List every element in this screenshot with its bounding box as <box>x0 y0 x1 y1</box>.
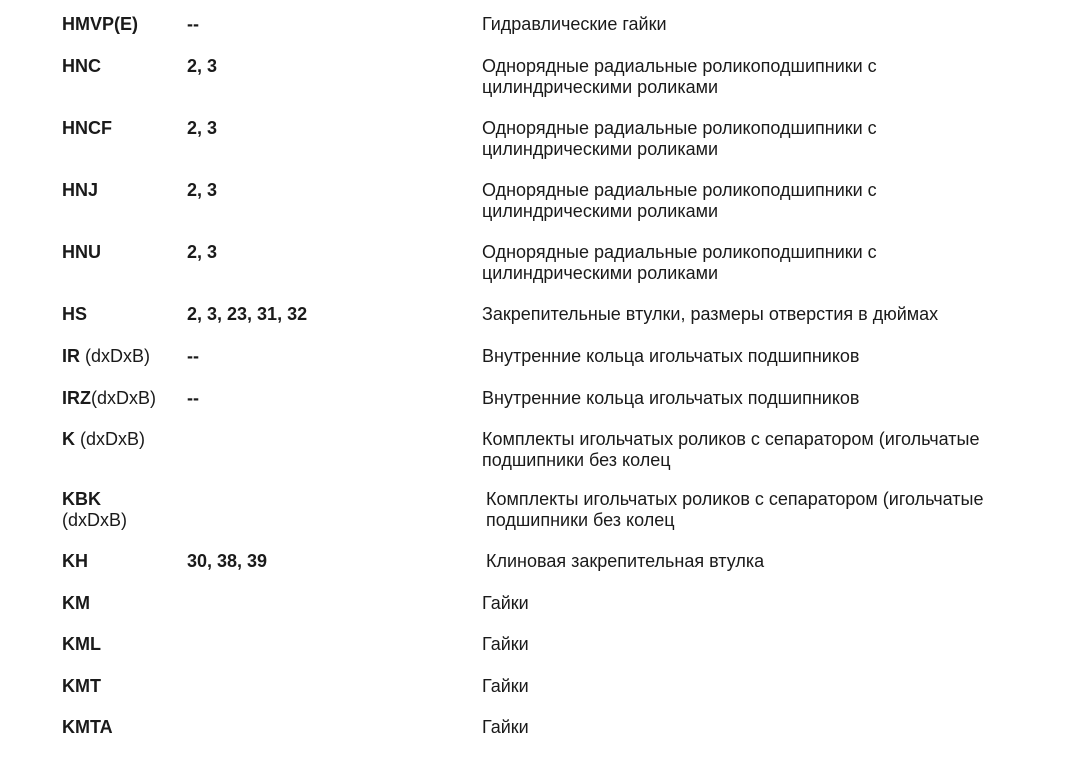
designation-code <box>62 634 101 655</box>
description-text: Комплекты игольчатых роликов с сепаратором (игольчатые подшипники без колец <box>486 489 984 530</box>
series-value: 2, 3 <box>187 118 218 138</box>
code-prefix: HNU <box>62 242 101 262</box>
series-value: 30, 38, 39 <box>187 551 268 571</box>
code-suffix: (dxDxB) <box>91 388 157 408</box>
series-value: 2, 3 <box>187 180 218 200</box>
code-prefix: HS <box>62 304 88 324</box>
designation-code <box>62 676 101 697</box>
designation-code <box>62 388 156 409</box>
code-prefix: K <box>62 429 75 449</box>
description-text: Гайки <box>482 593 529 613</box>
code-prefix: KML <box>62 634 101 654</box>
series-value: -- <box>187 346 199 366</box>
designation-code <box>62 118 112 139</box>
code-prefix: HNJ <box>62 180 99 200</box>
designation-code <box>62 551 88 572</box>
designation-code <box>62 14 138 35</box>
code-suffix: (dxDxB) <box>80 346 151 366</box>
series-value: 2, 3 <box>187 56 218 76</box>
series-value: 2, 3, 23, 31, 32 <box>187 304 308 324</box>
designation-code <box>62 242 101 263</box>
description-text: Комплекты игольчатых роликов с сепаратором (игольчатые подшипники без колец <box>482 429 980 470</box>
code-prefix: KH <box>62 551 88 571</box>
code-suffix: (dxDxB) <box>62 510 128 530</box>
code-prefix: HMVP(E) <box>62 14 138 34</box>
description-text: Внутренние кольца игольчатых подшипников <box>482 388 860 408</box>
description-text: Однорядные радиальные роликоподшипники с цилиндрическими роликами <box>482 56 877 97</box>
description-text: Внутренние кольца игольчатых подшипников <box>482 346 860 366</box>
designation-code <box>62 593 90 614</box>
code-prefix: HNC <box>62 56 101 76</box>
series-value: -- <box>187 14 199 34</box>
code-prefix: IRZ <box>62 388 91 408</box>
code-prefix: HNCF <box>62 118 112 138</box>
designation-code <box>62 489 127 531</box>
designation-code <box>62 180 98 201</box>
code-prefix: KMTA <box>62 717 113 737</box>
designation-code <box>62 717 113 738</box>
code-prefix: IR <box>62 346 80 366</box>
description-text: Однорядные радиальные роликоподшипники с цилиндрическими роликами <box>482 242 877 283</box>
designation-code <box>62 429 145 450</box>
designation-code <box>62 346 150 367</box>
description-text: Однорядные радиальные роликоподшипники с цилиндрическими роликами <box>482 118 877 159</box>
series-value: 2, 3 <box>187 242 218 262</box>
designation-code <box>62 304 87 325</box>
code-prefix: KMT <box>62 676 101 696</box>
description-text: Гайки <box>482 634 529 654</box>
code-suffix: (dxDxB) <box>75 429 146 449</box>
designation-code <box>62 56 101 77</box>
description-text: Однорядные радиальные роликоподшипники с цилиндрическими роликами <box>482 180 877 221</box>
description-text: Гидравлические гайки <box>482 14 667 34</box>
series-value: -- <box>187 388 199 408</box>
description-text: Гайки <box>482 676 529 696</box>
code-prefix: KBK <box>62 489 101 509</box>
description-text: Закрепительные втулки, размеры отверстия в дюймах <box>482 304 939 324</box>
description-text: Клиновая закрепительная втулка <box>486 551 765 571</box>
code-prefix: KM <box>62 593 90 613</box>
description-text: Гайки <box>482 717 529 737</box>
